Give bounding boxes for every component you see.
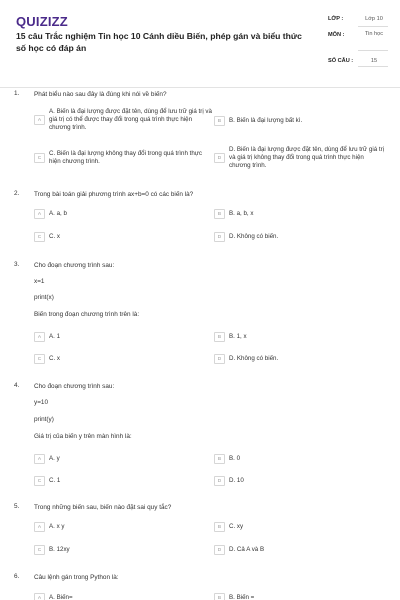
option-letter: C — [34, 545, 45, 555]
option-letter: C — [34, 153, 45, 163]
grade-value: Lớp 10 — [365, 16, 383, 22]
grade-label: LỚP : — [328, 16, 344, 22]
question-text: Trong bài toán giải phương trình ax+b=0 có các biến là? — [34, 191, 194, 198]
option-text: B. 1, x — [229, 333, 247, 340]
option-c[interactable] — [34, 150, 212, 166]
subject-underline — [358, 50, 388, 51]
option-text: B. 0 — [229, 455, 241, 462]
option-a[interactable] — [34, 209, 67, 219]
option-text: C. xy — [229, 523, 244, 530]
option-c[interactable] — [34, 232, 60, 242]
option-text: C. Biến là đại lượng không thay đổi trong quá trình thực hiện chương trình. — [49, 150, 203, 165]
option-c[interactable] — [34, 545, 70, 555]
option-letter: B — [214, 454, 225, 464]
code-line: print(x) — [34, 294, 54, 301]
option-letter: B — [214, 522, 225, 532]
option-b[interactable] — [214, 522, 243, 532]
option-letter: A — [34, 115, 45, 125]
option-letter: D — [214, 153, 225, 163]
option-letter: A — [34, 332, 45, 342]
option-a[interactable] — [34, 454, 60, 464]
option-text: B. Biến = — [229, 594, 255, 600]
option-letter: D — [214, 232, 225, 242]
option-text: A. Biến là đại lượng được đặt tên, dùng để lưu trữ giá trị và giá trị có thể được thay đổi trong quá trình thực hiện chương trình. — [49, 108, 212, 131]
option-text: D. Không có biến. — [229, 355, 279, 362]
option-text: C. x — [49, 355, 61, 362]
question-number: 3. — [14, 261, 20, 268]
option-text: C. 1 — [49, 477, 61, 484]
option-text: C. x — [49, 233, 61, 240]
option-text: A. x y — [49, 523, 65, 530]
question-prompt: Biến trong đoạn chương trình trên là: — [34, 311, 140, 318]
option-b[interactable] — [214, 454, 240, 464]
question-text: Cho đoạn chương trình sau: — [34, 383, 115, 390]
option-text: A. Biến= — [49, 594, 73, 600]
option-d[interactable] — [214, 146, 386, 170]
option-letter: D — [214, 476, 225, 486]
option-text: D. Cả A và B — [229, 546, 265, 553]
option-letter: B — [214, 593, 225, 600]
question-number: 2. — [14, 190, 20, 197]
question-number: 5. — [14, 503, 20, 510]
option-letter: C — [34, 476, 45, 486]
option-text: D. Biến là đại lượng được đặt tên, dùng để lưu trữ giá trị và giá trị không thay đổi trong quá trình thực hiện chương trình. — [229, 146, 385, 169]
option-b[interactable] — [214, 116, 384, 126]
option-a[interactable] — [34, 593, 73, 600]
option-letter: C — [34, 354, 45, 364]
code-line: x=1 — [34, 278, 45, 285]
question-text: Câu lệnh gán trong Python là: — [34, 574, 119, 581]
option-letter: B — [214, 116, 225, 126]
option-letter: D — [214, 545, 225, 555]
option-letter: A — [34, 522, 45, 532]
question-number: 6. — [14, 573, 20, 580]
question-prompt: Giá trị của biến y trên màn hình là: — [34, 433, 132, 440]
option-text: D. 10 — [229, 477, 244, 484]
option-text: A. 1 — [49, 333, 61, 340]
option-a[interactable] — [34, 522, 64, 532]
question-count-label: SỐ CÂU : — [328, 58, 354, 64]
code-line: y=10 — [34, 399, 49, 406]
subject-label: MÔN : — [328, 32, 345, 38]
option-d[interactable] — [214, 545, 264, 555]
option-c[interactable] — [34, 476, 60, 486]
option-c[interactable] — [34, 354, 60, 364]
worksheet-header — [0, 0, 400, 88]
option-letter: B — [214, 332, 225, 342]
question-number: 1. — [14, 90, 20, 97]
option-letter: A — [34, 454, 45, 464]
subject-value: Tin học — [364, 31, 384, 37]
option-a[interactable] — [34, 332, 60, 342]
worksheet-title: 15 câu Trắc nghiệm Tin học 10 Cánh diều Biến, phép gán và biểu thức số học có đáp án — [16, 31, 302, 53]
option-d[interactable] — [214, 232, 278, 242]
option-a[interactable] — [34, 108, 212, 132]
option-d[interactable] — [214, 476, 244, 486]
option-text: B. 12xy — [49, 546, 70, 553]
grade-underline — [358, 26, 388, 27]
option-b[interactable] — [214, 593, 254, 600]
question-text: Phát biểu nào sau đây là đúng khi nói về biến? — [34, 91, 167, 98]
question-text: Cho đoạn chương trình sau: — [34, 262, 115, 269]
option-d[interactable] — [214, 354, 278, 364]
question-count-value: 15 — [370, 58, 378, 64]
option-text: A. y — [49, 455, 60, 462]
option-letter: C — [34, 232, 45, 242]
question-count-underline — [358, 66, 388, 67]
option-text: B. a, b, x — [229, 210, 254, 217]
option-letter: A — [34, 209, 45, 219]
option-letter: D — [214, 354, 225, 364]
option-text: D. Không có biến. — [229, 233, 279, 240]
option-letter: B — [214, 209, 225, 219]
option-b[interactable] — [214, 332, 247, 342]
option-text: B. Biến là đại lượng bất kì. — [229, 117, 303, 124]
option-letter: A — [34, 593, 45, 600]
option-text: A. a, b — [49, 210, 67, 217]
question-number: 4. — [14, 382, 20, 389]
question-text: Trong những biến sau, biến nào đặt sai quy tắc? — [34, 504, 172, 511]
option-b[interactable] — [214, 209, 253, 219]
quizizz-logo[interactable]: QUIZIZZ — [16, 14, 68, 29]
code-line: print(y) — [34, 416, 54, 423]
